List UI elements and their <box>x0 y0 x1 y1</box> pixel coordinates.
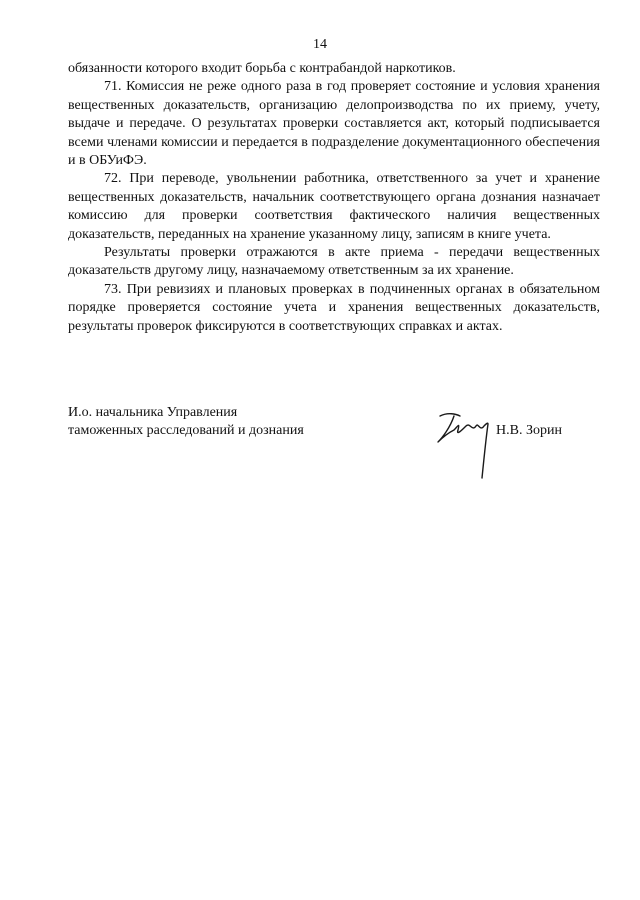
paragraph-72-results: Результаты проверки отражаются в акте приема - передачи вещественных доказательств другому лицу, назначаемому ответственным за их хранение. <box>68 245 600 279</box>
paragraph-72: 72. При переводе, увольнении работника, ответственного за учет и хранение вещественных доказательств, начальник соответствующего органа дознания назначает комиссию для проверки соответствия фактического наличия вещественных доказательств, переданных на хранение указанному лицу, записям в книге учета. <box>68 171 600 242</box>
signatory-title-line2: таможенных расследований и дознания <box>68 423 304 439</box>
paragraph-71: 71. Комиссия не реже одного раза в год проверяет состояние и условия хранения вещественных доказательств, организацию делопроизводства по их приему, учету, выдаче и передаче. О результатах проверки составляется акт, который подписывается всеми членами комиссии и передается в подразделение документационного обеспечения и в ОБУиФЭ. <box>68 79 600 169</box>
signature-block <box>68 404 600 484</box>
paragraph-73: 73. При ревизиях и плановых проверках в подчиненных органах в обязательном порядке проверяется состояние учета и хранения вещественных доказательств, результаты проверок фиксируются в соответствующих справках и актах. <box>68 281 600 334</box>
page-number: 14 <box>313 37 327 52</box>
signatory-title-line1: И.о. начальника Управления <box>68 405 238 420</box>
signatory-title <box>68 404 304 441</box>
handwritten-signature-icon <box>430 408 502 480</box>
signatory-name: Н.В. Зорин <box>496 423 562 438</box>
paragraph-continuation: обязанности которого входит борьба с контрабандой наркотиков. <box>68 61 456 76</box>
document-body <box>68 60 600 336</box>
